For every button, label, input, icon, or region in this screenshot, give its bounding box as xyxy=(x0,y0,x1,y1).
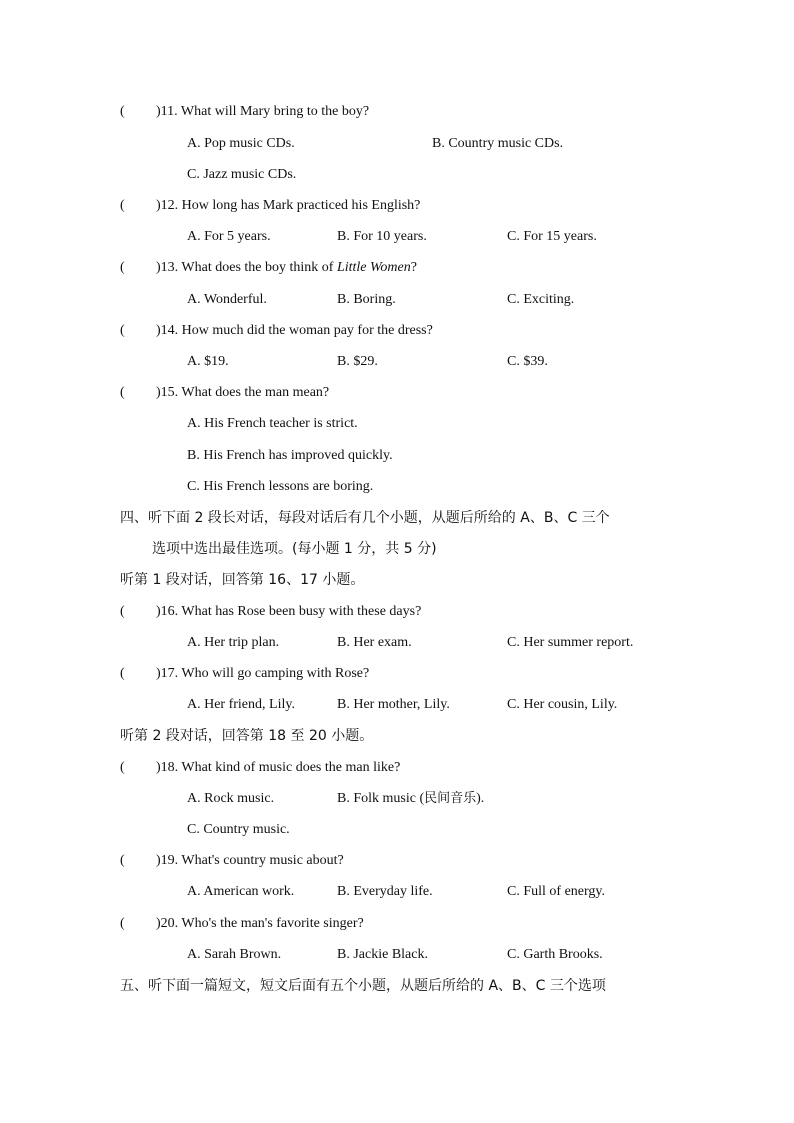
question-text: )12. How long has Mark practiced his English? xyxy=(156,198,421,213)
option-b: B. Jackie Black. xyxy=(337,947,428,962)
option-a: A. Her trip plan. xyxy=(187,635,280,650)
question-text: )16. What has Rose been busy with these days? xyxy=(156,604,422,619)
question-text: )19. What's country music about? xyxy=(156,853,344,868)
option-a: A. Rock music. xyxy=(187,791,275,806)
option-b: B. $29. xyxy=(337,354,378,369)
question-13 xyxy=(120,258,417,278)
answer-blank[interactable]: ( xyxy=(120,853,125,868)
option-a: A. For 5 years. xyxy=(187,229,271,244)
question-20 xyxy=(120,914,364,934)
question-text: )13. What does the boy think of xyxy=(156,260,337,275)
question-19 xyxy=(120,851,344,871)
question-14 xyxy=(120,321,433,341)
question-mark: ? xyxy=(410,260,417,275)
option-c: C. Jazz music CDs. xyxy=(187,167,297,182)
answer-blank[interactable]: ( xyxy=(120,385,125,400)
option-c: C. Full of energy. xyxy=(507,884,605,899)
answer-blank[interactable]: ( xyxy=(120,198,125,213)
answer-blank[interactable]: ( xyxy=(120,104,125,119)
option-b: B. Boring. xyxy=(337,292,396,307)
question-text: )20. Who's the man's favorite singer? xyxy=(156,916,364,931)
question-text: )14. How much did the woman pay for the dress? xyxy=(156,323,433,338)
book-title: Little Women xyxy=(336,260,411,275)
question-text: )17. Who will go camping with Rose? xyxy=(156,666,370,681)
answer-blank[interactable]: ( xyxy=(120,260,125,275)
answer-blank[interactable]: ( xyxy=(120,760,125,775)
option-b: B. Country music CDs. xyxy=(432,136,564,151)
option-c: C. $39. xyxy=(507,354,548,369)
option-a: A. Pop music CDs. xyxy=(187,136,295,151)
section-5-heading: 五、听下面一篇短文，短文后面有五个小题，从题后所给的 A、B、C 三个选项 xyxy=(120,978,606,994)
option-a: A. American work. xyxy=(187,884,295,899)
option-c: C. His French lessons are boring. xyxy=(187,479,374,494)
option-b-chinese-gloss: 民间音乐 xyxy=(424,791,477,806)
section-4-heading: 四、听下面 2 段长对话，每段对话后有几个小题，从题后所给的 A、B、C 三个 xyxy=(120,510,610,526)
option-a: A. Wonderful. xyxy=(187,292,267,307)
question-18 xyxy=(120,758,400,778)
answer-blank[interactable]: ( xyxy=(120,323,125,338)
question-11 xyxy=(120,102,369,122)
answer-blank[interactable]: ( xyxy=(120,916,125,931)
option-b: B. Her exam. xyxy=(337,635,412,650)
question-text: )11. What will Mary bring to the boy? xyxy=(156,104,370,119)
option-b-close: ). xyxy=(476,791,485,806)
option-b-text: B. Folk music ( xyxy=(337,791,425,806)
option-c: C. Garth Brooks. xyxy=(507,947,603,962)
question-text: )15. What does the man mean? xyxy=(156,385,330,400)
option-a: A. Her friend, Lily. xyxy=(187,697,295,712)
question-12 xyxy=(120,196,420,216)
dialogue-1-heading: 听第 1 段对话，回答第 16、17 小题。 xyxy=(120,572,365,588)
option-c: C. Her cousin, Lily. xyxy=(507,697,618,712)
option-c: C. Country music. xyxy=(187,822,290,837)
section-4-instructions: 选项中选出最佳选项。(每小题 1 分，共 5 分) xyxy=(152,541,437,557)
option-c: C. Her summer report. xyxy=(507,635,634,650)
option-a: A. Sarah Brown. xyxy=(187,947,282,962)
answer-blank[interactable]: ( xyxy=(120,604,125,619)
question-16 xyxy=(120,602,421,622)
option-b: B. Her mother, Lily. xyxy=(337,697,450,712)
option-a: A. His French teacher is strict. xyxy=(187,416,358,431)
dialogue-2-heading: 听第 2 段对话，回答第 18 至 20 小题。 xyxy=(120,728,374,744)
option-c: C. Exciting. xyxy=(507,292,575,307)
question-text: )18. What kind of music does the man like? xyxy=(156,760,401,775)
option-b: B. Everyday life. xyxy=(337,884,433,899)
option-b: B. His French has improved quickly. xyxy=(187,448,393,463)
question-15 xyxy=(120,383,329,403)
question-17 xyxy=(120,664,369,684)
option-b xyxy=(337,789,484,809)
option-c: C. For 15 years. xyxy=(507,229,597,244)
option-a: A. $19. xyxy=(187,354,229,369)
option-b: B. For 10 years. xyxy=(337,229,427,244)
answer-blank[interactable]: ( xyxy=(120,666,125,681)
